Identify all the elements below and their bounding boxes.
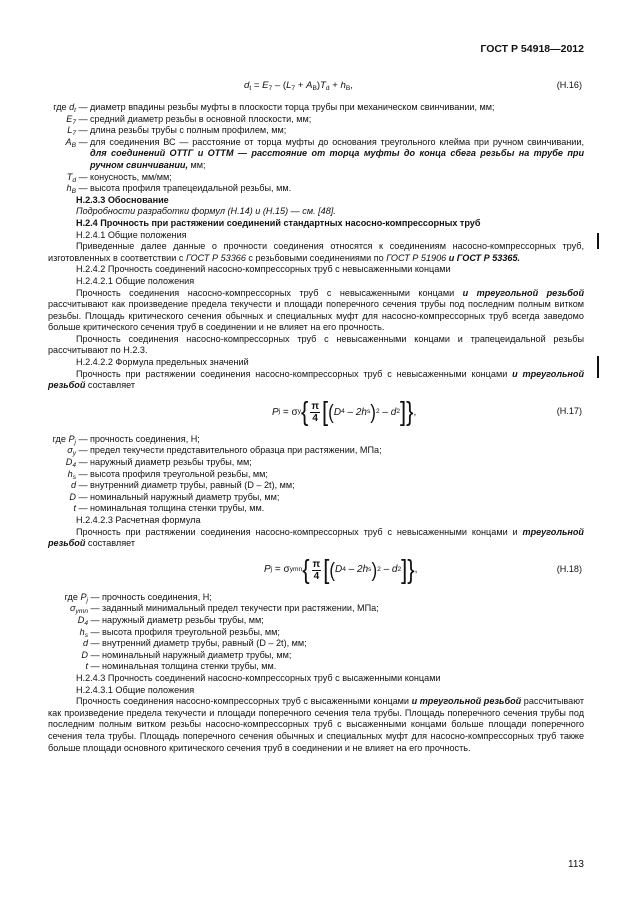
section-heading: Н.2.4.2 Прочность соединений насосно-компрессорных труб с невысаженными концами: [76, 264, 451, 275]
section-heading: Н.2.4.3.1 Общие положения: [76, 684, 195, 695]
equation-number: (Н.16): [556, 80, 582, 90]
paragraph: Прочность соединения насосно-компрессорных труб с невысаженными концами и треугольной резьбой рассчитывают как произведение предела текучести и площади поперечного сечения трубы под последним полным витком резьбы. Площадь критического сечения обычных и специальных муфт для насосно-компрессорных труб всегда заведомо больше критического сечения труб в соединении и не влияет на его прочность.: [48, 287, 584, 333]
section-heading: Н.2.4.2.1 Общие положения: [76, 275, 195, 286]
paragraph: Прочность при растяжении соединения насосно-компрессорных труб с невысаженными концами и треугольной резьбой составляет: [48, 526, 584, 549]
equation-h17-body: P j = σ y { $\frac{\pi}{4}$ [ ( D 4 – 2h s ) 2 – d 2 ] } ,: [272, 396, 417, 427]
section-heading: Н.2.4 Прочность при растяжении соединений стандартных насосно-компрессорных труб: [76, 217, 481, 228]
standard-header: ГОСТ Р 54918—2012: [480, 43, 584, 55]
section-heading: Н.2.4.2.2 Формула предельных значений: [76, 357, 249, 368]
section-heading: Н.2.4.2.3 Расчетная формула: [76, 515, 201, 525]
equation-h18: [48, 550, 584, 590]
where-list-h17: где $P_j$ — прочность соединения, Н; $\sigma_y$ — предел текучести представительного образца при растяжении, МПа; $D_4$ — наружный диаметр резьбы трубы, мм; $h_s$ — высота профиля треугольной резьбы, мм; d — внутренний диаметр трубы, равный (D – 2t), мм; D — номинальный наружный диаметр трубы, мм; t — номинальная толщина стенки трубы, мм.: [52, 433, 382, 514]
where-list-h18: где $P_j$ — прочность соединения, Н; $\sigma_{ymn}$ — заданный минимальный предел текучести при растяжении, МПа; $D_4$ — наружный диаметр резьбы трубы, мм; $h_s$ — высота профиля треугольной резьбы, мм; d — внутренний диаметр трубы, равный (D – 2t), мм; D — номинальный наружный диаметр трубы, мм; t — номинальная толщина стенки трубы, мм.: [64, 591, 379, 672]
equation-h16: [48, 76, 584, 96]
paragraph: Подробности разработки формул (Н.14) и (Н.15) — см. [48].: [76, 206, 336, 217]
page-number: 113: [568, 859, 584, 870]
change-bar: [597, 356, 599, 378]
equation-h18-body: P j = σ ymn { $\frac{\pi}{4}$ [ ( D 4 – 2h s ) 2 – d 2 ] } ,: [264, 554, 418, 585]
equation-h16-body: $d_t = E_7 - (L_7 + A_B)T_d + h_B$,: [244, 80, 353, 92]
section-heading: Н.2.3.3 Обоснование: [76, 194, 169, 205]
section-heading: Н.2.4.3 Прочность соединений насосно-компрессорных труб с высаженными концами: [76, 672, 441, 683]
equation-number: (Н.18): [556, 563, 582, 574]
paragraph: Прочность соединения насосно-компрессорных труб с невысаженными концами и трапецеидальной резьбы рассчитывают по Н.2.3.: [48, 333, 584, 356]
paragraph: Приведенные далее данные о прочности соединения относятся к соединениям насосно-компрессорных труб, изготовленных в соответствии с ГОСТ Р 53366 с резьбовыми соединениями по ГОСТ Р 51906 и ГОСТ Р 53365.: [48, 241, 584, 263]
section-heading: Н.2.4.1 Общие положения: [76, 229, 187, 240]
main-content: [48, 76, 584, 754]
paragraph: Прочность соединения насосно-компрессорных труб с высаженными концами и треугольной резьбой рассчитывают как произведение предела текучести и площади поперечного сечения тела трубы. Площадь поперечного сечения трубы под последним полным витком резьбы насосно-компрессорных труб с высаженными концами больше площади поперечного сечения тела трубы. Площадь поперечного сечения обычных и специальных муфт для насосно-компрессорных труб также больше площади основного критического сечения труб в соединении и не влияет на его прочность.: [48, 696, 584, 753]
where-list-h16: где $d_t$ — диаметр впадины резьбы муфты в плоскости торца трубы при механическом свинчивании, мм; $E_7$ — средний диаметр резьбы в основной плоскости, мм; $L_7$ — длина резьбы трубы с полным профилем, мм; $A_B$ — для соединения ВС — расстояние от торца муфты до основания треугольного клейма при ручном свинчивании, для соединений ОТТГ и ОТТМ — расстояние от торца муфты до конца сбега резьбы на трубе при ручном свинчивании, мм; $T_d$ — конусность, мм/мм; $h_B$ — высота профиля трапецеидальной резьбы, мм.: [53, 102, 584, 196]
change-bar: [597, 233, 599, 249]
paragraph: Прочность при растяжении соединения насосно-компрессорных труб с невысаженными концами и треугольной резьбой составляет: [48, 368, 584, 391]
equation-number: (Н.17): [556, 405, 582, 416]
equation-h17: [48, 392, 584, 432]
